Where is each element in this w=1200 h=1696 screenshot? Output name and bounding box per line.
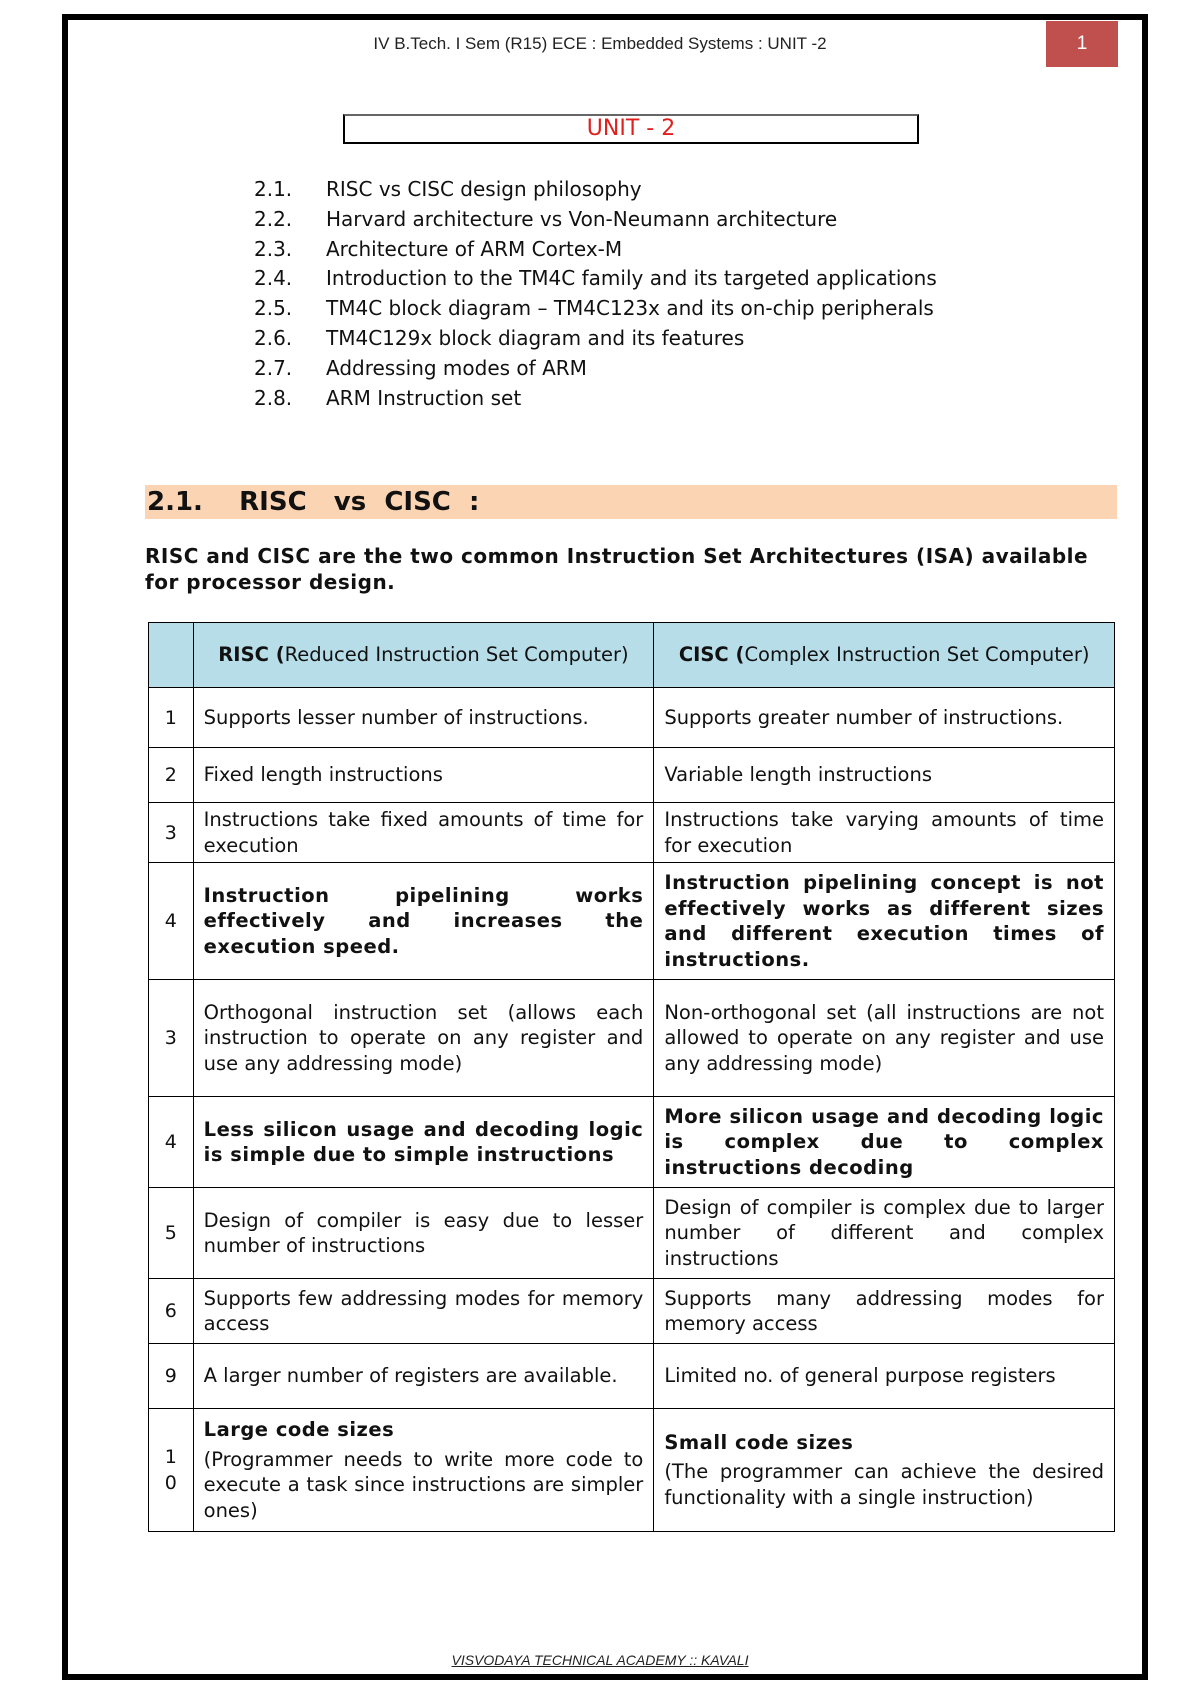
table-row [149, 1097, 1115, 1188]
risc-cell: Instructions take fixed amounts of time for execution [193, 803, 654, 863]
risc-cell: A larger number of registers are available. [193, 1344, 654, 1409]
risc-cell: Instruction pipelining works effectively and increases the execution speed. [193, 863, 654, 980]
row-index: 3 [149, 803, 194, 863]
row-index: 4 [149, 1097, 194, 1188]
toc-item: 2.4. Introduction to the TM4C family and its targeted applications [254, 266, 937, 291]
cisc-cell: Small code sizes (The programmer can achieve the desired functionality with a single instruction) [654, 1409, 1115, 1532]
page-footer: VISVODAYA TECHNICAL ACADEMY :: KAVALI [451, 1652, 749, 1668]
table-of-contents [254, 175, 937, 413]
section-intro: RISC and CISC are the two common Instruction Set Architectures (ISA) available for processor design. [145, 544, 1089, 594]
table-row [149, 1279, 1115, 1344]
cisc-cell: Non-orthogonal set (all instructions are not allowed to operate on any register and use any addressing mode) [654, 980, 1115, 1097]
cisc-cell: More silicon usage and decoding logic is complex due to complex instructions decoding [654, 1097, 1115, 1188]
cisc-cell: Instructions take varying amounts of time for execution [654, 803, 1115, 863]
toc-item: 2.7. Addressing modes of ARM [254, 355, 587, 380]
table-row [149, 803, 1115, 863]
row-index: 3 [149, 980, 194, 1097]
risc-cell: Less silicon usage and decoding logic is simple due to simple instructions [193, 1097, 654, 1188]
toc-item: 2.3. Architecture of ARM Cortex-M [254, 236, 623, 261]
table-row [149, 1344, 1115, 1409]
table-row [149, 688, 1115, 748]
table-row [149, 748, 1115, 803]
table-row [149, 1188, 1115, 1279]
row-index: 4 [149, 863, 194, 980]
cisc-header: CISC (Complex Instruction Set Computer) [654, 623, 1115, 688]
risc-cell: Large code sizes (Programmer needs to write more code to execute a task since instructions are simpler ones) [193, 1409, 654, 1532]
cisc-cell: Supports greater number of instructions. [654, 688, 1115, 748]
page-header: IV B.Tech. I Sem (R15) ECE : Embedded Systems : UNIT -2 [373, 34, 827, 53]
table-row [149, 980, 1115, 1097]
row-index: 6 [149, 1279, 194, 1344]
toc-item: 2.5. TM4C block diagram – TM4C123x and its on-chip peripherals [254, 296, 934, 321]
table-row [149, 1409, 1115, 1532]
risc-cell: Orthogonal instruction set (allows each instruction to operate on any register and use any addressing mode) [193, 980, 654, 1097]
toc-item: 2.8. ARM Instruction set [254, 385, 522, 410]
row-index: 5 [149, 1188, 194, 1279]
toc-item: 2.2. Harvard architecture vs Von-Neumann architecture [254, 206, 838, 231]
risc-cell: Design of compiler is easy due to lesser number of instructions [193, 1188, 654, 1279]
risc-cisc-table [148, 622, 1115, 1532]
toc-item: 2.6. TM4C129x block diagram and its features [254, 325, 745, 350]
cisc-cell: Instruction pipelining concept is not effectively works as different sizes and different execution times of instructions. [654, 863, 1115, 980]
cisc-cell: Variable length instructions [654, 748, 1115, 803]
index-header [149, 623, 194, 688]
risc-cell: Supports few addressing modes for memory access [193, 1279, 654, 1344]
row-index: 2 [149, 748, 194, 803]
risc-cell: Supports lesser number of instructions. [193, 688, 654, 748]
risc-header: RISC (Reduced Instruction Set Computer) [193, 623, 654, 688]
cisc-cell: Design of compiler is complex due to larger number of different and complex instructions [654, 1188, 1115, 1279]
toc-item: 2.1. RISC vs CISC design philosophy [254, 177, 642, 201]
row-index: 9 [149, 1344, 194, 1409]
row-index: 1 [149, 688, 194, 748]
table-row [149, 863, 1115, 980]
page-number-badge: 1 [1046, 21, 1118, 67]
section-heading: 2.1. RISC vs CISC : [145, 485, 1117, 519]
cisc-cell: Limited no. of general purpose registers [654, 1344, 1115, 1409]
risc-cell: Fixed length instructions [193, 748, 654, 803]
row-index: 10 [149, 1409, 194, 1532]
cisc-cell: Supports many addressing modes for memory access [654, 1279, 1115, 1344]
unit-title: UNIT - 2 [343, 114, 919, 144]
table-header-row [149, 623, 1115, 688]
